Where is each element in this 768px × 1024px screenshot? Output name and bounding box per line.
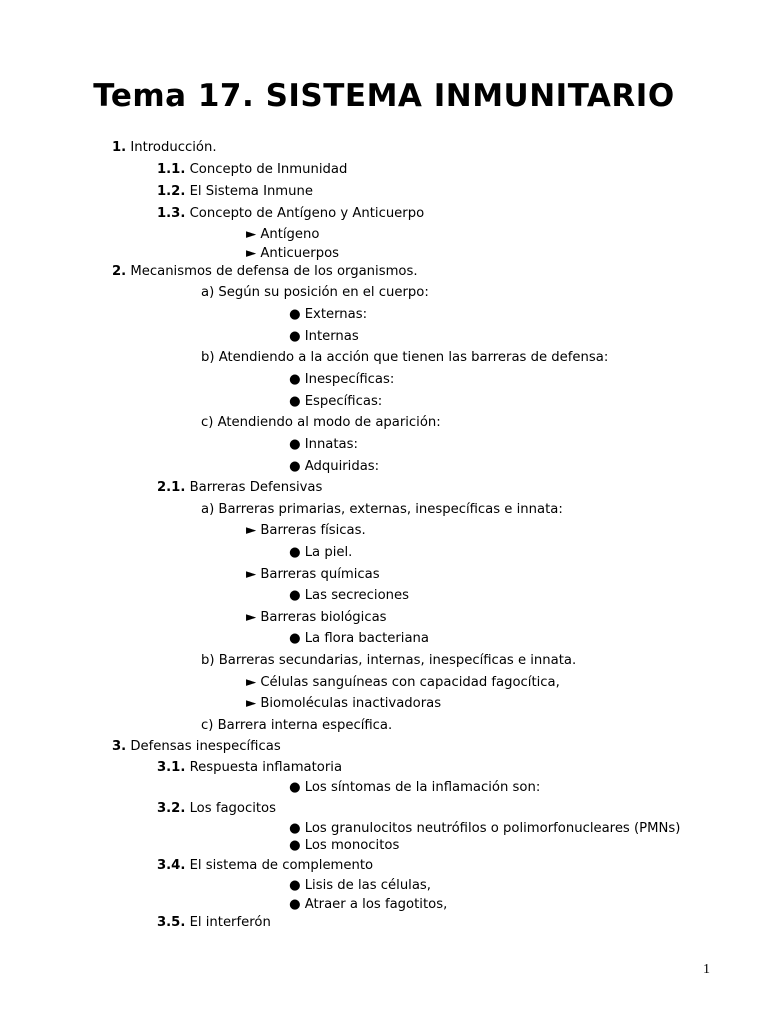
outline-line bbox=[157, 184, 313, 200]
line-text: ● Innatas: bbox=[289, 437, 358, 452]
outline-line bbox=[246, 523, 366, 539]
outline-line bbox=[289, 878, 431, 894]
line-text: ● Los síntomas de la inflamación son: bbox=[289, 780, 541, 795]
line-text: ► Antígeno bbox=[246, 227, 320, 242]
outline-line bbox=[201, 502, 563, 518]
section-number: 1.3. bbox=[157, 206, 186, 221]
outline-line bbox=[201, 653, 576, 669]
section-number: 3. bbox=[112, 739, 127, 754]
line-text: ● Internas bbox=[289, 329, 359, 344]
line-text: El Sistema Inmune bbox=[185, 184, 313, 199]
line-text: ► Biomoléculas inactivadoras bbox=[246, 696, 442, 711]
section-number: 3.4. bbox=[157, 858, 186, 873]
line-text: El interferón bbox=[185, 915, 271, 930]
outline-line bbox=[112, 140, 217, 156]
outline-line bbox=[157, 760, 342, 776]
line-text: ● La piel. bbox=[289, 545, 353, 560]
outline-line bbox=[157, 480, 322, 496]
line-text: ► Barreras biológicas bbox=[246, 610, 387, 625]
line-text: ● Los monocitos bbox=[289, 838, 400, 853]
line-text: Introducción. bbox=[126, 140, 217, 155]
outline-line bbox=[289, 459, 379, 475]
line-text: El sistema de complemento bbox=[185, 858, 374, 873]
outline-line bbox=[289, 372, 394, 388]
outline-line bbox=[201, 350, 608, 366]
line-text: a) Según su posición en el cuerpo: bbox=[201, 285, 429, 300]
section-number: 2. bbox=[112, 264, 127, 279]
line-text: Defensas inespecíficas bbox=[126, 739, 281, 754]
outline-line bbox=[201, 415, 441, 431]
line-text: ► Células sanguíneas con capacidad fagocítica, bbox=[246, 675, 560, 690]
line-text: ● La flora bacteriana bbox=[289, 631, 429, 646]
outline-line bbox=[246, 610, 387, 626]
section-number: 2.1. bbox=[157, 480, 186, 495]
outline-line bbox=[289, 631, 429, 647]
line-text: ● Lisis de las células, bbox=[289, 878, 431, 893]
line-text: c) Atendiendo al modo de aparición: bbox=[201, 415, 441, 430]
line-text: ► Barreras físicas. bbox=[246, 523, 366, 538]
outline-line bbox=[157, 858, 373, 874]
line-text: Los fagocitos bbox=[185, 801, 277, 816]
outline-line bbox=[157, 915, 271, 931]
line-text: ● Los granulocitos neutrófilos o polimorfonucleares (PMNs) bbox=[289, 821, 681, 836]
outline-line bbox=[289, 838, 399, 854]
line-text: Respuesta inflamatoria bbox=[185, 760, 343, 775]
outline-line bbox=[289, 545, 352, 561]
page-title: Tema 17. SISTEMA INMUNITARIO bbox=[93, 78, 675, 114]
outline-line bbox=[157, 206, 424, 222]
outline-line bbox=[246, 567, 380, 583]
line-text: ● Adquiridas: bbox=[289, 459, 380, 474]
outline-line bbox=[289, 394, 382, 410]
line-text: ► Barreras químicas bbox=[246, 567, 380, 582]
section-number: 3.1. bbox=[157, 760, 186, 775]
line-text: Barreras Defensivas bbox=[185, 480, 323, 495]
section-number: 3.5. bbox=[157, 915, 186, 930]
outline-line bbox=[289, 329, 359, 345]
line-text: Mecanismos de defensa de los organismos. bbox=[126, 264, 418, 279]
section-number: 1.2. bbox=[157, 184, 186, 199]
line-text: a) Barreras primarias, externas, inespecíficas e innata: bbox=[201, 502, 563, 517]
section-number: 1.1. bbox=[157, 162, 186, 177]
page-number: 1 bbox=[703, 962, 710, 977]
section-number: 3.2. bbox=[157, 801, 186, 816]
outline-line bbox=[201, 718, 392, 734]
line-text: Concepto de Inmunidad bbox=[185, 162, 348, 177]
line-text: b) Atendiendo a la acción que tienen las barreras de defensa: bbox=[201, 350, 609, 365]
line-text: ● Inespecíficas: bbox=[289, 372, 395, 387]
outline-line bbox=[112, 264, 418, 280]
outline-line bbox=[201, 285, 429, 301]
outline-line bbox=[157, 162, 347, 178]
outline-line bbox=[246, 246, 339, 262]
outline-line bbox=[246, 696, 441, 712]
outline-line bbox=[112, 739, 281, 755]
outline-line bbox=[289, 780, 540, 796]
line-text: Concepto de Antígeno y Anticuerpo bbox=[185, 206, 425, 221]
line-text: ● Externas: bbox=[289, 307, 368, 322]
outline-line bbox=[289, 307, 367, 323]
line-text: ● Atraer a los fagotitos, bbox=[289, 897, 448, 912]
outline-line bbox=[289, 437, 358, 453]
outline-line bbox=[289, 588, 409, 604]
outline-line bbox=[246, 227, 319, 243]
line-text: c) Barrera interna específica. bbox=[201, 718, 393, 733]
line-text: ► Anticuerpos bbox=[246, 246, 340, 261]
outline-line bbox=[289, 821, 680, 837]
outline-line bbox=[289, 897, 447, 913]
section-number: 1. bbox=[112, 140, 127, 155]
outline-line bbox=[246, 675, 560, 691]
outline-line bbox=[157, 801, 276, 817]
line-text: b) Barreras secundarias, internas, inespecíficas e innata. bbox=[201, 653, 577, 668]
line-text: ● Específicas: bbox=[289, 394, 383, 409]
line-text: ● Las secreciones bbox=[289, 588, 409, 603]
